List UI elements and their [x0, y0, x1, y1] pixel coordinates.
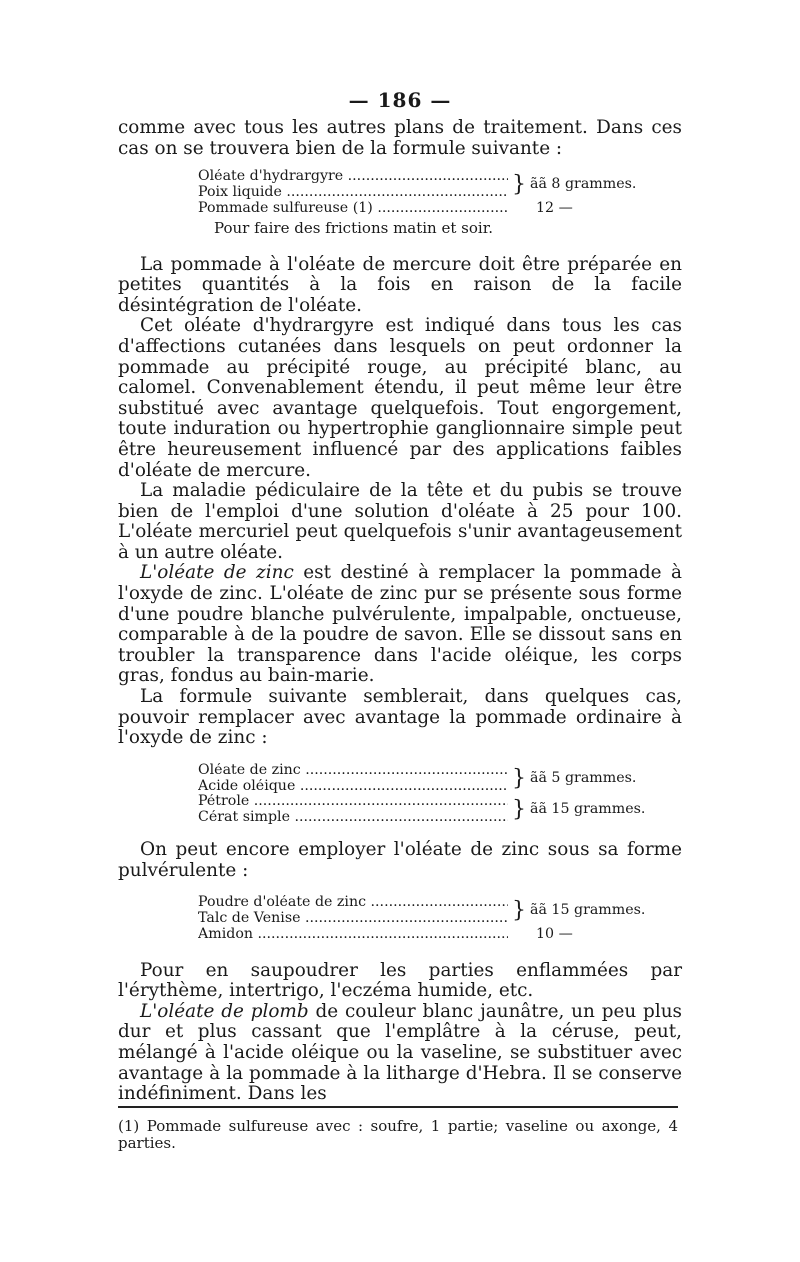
formula-quantity: ãã 5 grammes. — [530, 769, 637, 786]
formula-item: Oléate de zinc ..... — [198, 763, 508, 779]
formula-item: Talc de Venise ..... — [198, 911, 508, 927]
formula-quantity: 10 — — [536, 925, 573, 942]
formula-powder — [198, 895, 668, 942]
formula-quantity: ãã 15 grammes. — [530, 801, 646, 818]
italic-term: L'oléate de zinc — [140, 562, 294, 584]
paragraph: La formule suivante semblerait, dans quelques cas, pouvoir remplacer avec avantage la pommade ordinaire à l'oxyde de zinc : — [118, 686, 682, 749]
footnote: (1) Pommade sulfureuse avec : soufre, 1 partie; vaseline ou axonge, 4 parties. — [118, 1117, 678, 1152]
footnote-divider — [118, 1106, 678, 1108]
page-number: — 186 — — [348, 88, 452, 112]
paragraph: La maladie pédiculaire de la tête et du pubis se trouve bien de l'emploi d'une solution d'oléate à 25 pour 100. L'oléate mercuriel peut quelquefois s'unir avantageusement à un autre oléate. — [118, 480, 682, 563]
brace-icon: } — [512, 765, 526, 791]
brace-icon: } — [512, 797, 526, 823]
italic-term: L'oléate de plomb — [140, 1000, 309, 1022]
formula-item: Poix liquide ..... — [198, 185, 508, 201]
formula-item: Oléate d'hydrargyre ..... — [198, 169, 508, 185]
brace-icon: } — [512, 171, 526, 197]
paragraph: Cet oléate d'hydrargyre est indiqué dans tous les cas d'affections cutanées dans lesquels on peut ordonner la pommade au précipité rouge, au précipité blanc, au calomel. Convenablement étendu, il peut même leur être substitué avec avantage quelquefois. Tout engorgement, toute induration ou hypertrophie ganglionnaire simple peut être heureusement influencé par des applications faibles d'oléate de mercure. — [118, 315, 682, 481]
paragraph: L'oléate de zinc est destiné à remplacer la pommade à l'oxyde de zinc. L'oléate de zinc pur se présente sous forme d'une poudre blanche pulvérulente, impalpable, onctueuse, comparable à de la poudre de savon. Elle se dissout sans en troubler la transparence dans l'acide oléique, les corps gras, fondus au bain-marie. — [118, 562, 682, 687]
formula-quantity: ãã 15 grammes. — [530, 902, 646, 919]
formula-quantity: 12 — — [536, 199, 573, 216]
paragraph: L'oléate de plomb de couleur blanc jaunâtre, un peu plus dur et plus cassant que l'emplâtre à la céruse, peut, mélangé à l'acide oléique ou la vaseline, se substituer avec avantage à la pommade à la litharge d'Hebra. Il se conserve indéfiniment. Dans les — [118, 1000, 682, 1105]
formula-quantity: ãã 8 grammes. — [530, 176, 637, 193]
formula-item: Cérat simple ..... — [198, 810, 508, 826]
intro-paragraph: comme avec tous les autres plans de traitement. Dans ces cas on se trouvera bien de la formule suivante : — [118, 117, 682, 159]
brace-icon: } — [512, 898, 526, 923]
formula-item: Amidon ..... — [198, 927, 508, 943]
formula-caption: Pour faire des frictions matin et soir. — [214, 218, 493, 237]
formula-item: Acide oléique ..... — [198, 779, 508, 795]
paragraph: La pommade à l'oléate de mercure doit être préparée en petites quantités à la fois en raison de la facile désintégration de l'oléate. — [118, 253, 682, 316]
formula-item: Pommade sulfureuse (1) ..... — [198, 201, 508, 217]
paragraph: On peut encore employer l'oléate de zinc sous sa forme pulvérulente : — [118, 839, 682, 881]
page-body — [118, 88, 682, 1105]
formula-item: Poudre d'oléate de zinc ..... — [198, 895, 508, 911]
paragraph: Pour en saupoudrer les parties enflammées par l'érythème, intertrigo, l'eczéma humide, etc. — [118, 959, 682, 1002]
formula-zinc — [198, 763, 668, 826]
formula-item: Pétrole ..... — [198, 794, 508, 810]
formula-mercury — [198, 169, 668, 216]
